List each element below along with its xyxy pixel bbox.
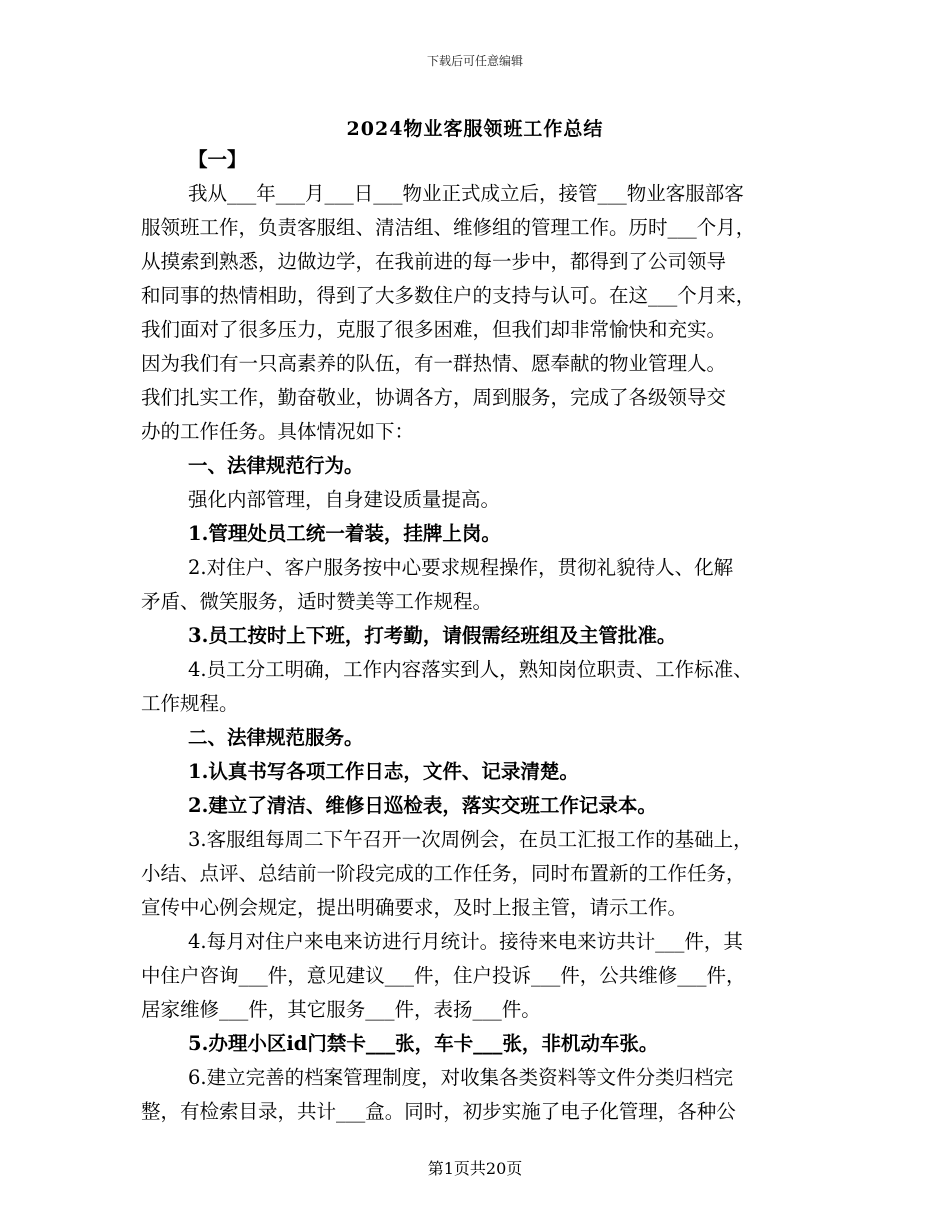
paragraph-line: 2.对住户、客户服务按中心要求规程操作，贯彻礼貌待人、化解 <box>188 556 734 579</box>
header-note: 下载后可任意编辑 <box>426 54 523 68</box>
paragraph-line: 我们面对了很多压力，克服了很多困难，但我们却非常愉快和充实。 <box>141 318 727 341</box>
paragraph-line: 3.客服组每周二下午召开一次周例会，在员工汇报工作的基础上， <box>188 828 753 851</box>
paragraph-line: 我们扎实工作，勤奋敬业，协调各方，周到服务，完成了各级领导交 <box>141 386 727 409</box>
paragraph-line: 宣传中心例会规定，提出明确要求，及时上报主管，请示工作。 <box>141 896 688 919</box>
section-heading: 1.认真书写各项工作日志，文件、记录清楚。 <box>188 760 579 783</box>
paragraph-line: 强化内部管理，自身建设质量提高。 <box>188 488 501 511</box>
paragraph-line: 中住户咨询___件，意见建议___件，住户投诉___件，公共维修___件， <box>141 964 746 987</box>
paragraph-line: 服领班工作，负责客服组、清洁组、维修组的管理工作。历时___个月， <box>141 216 756 239</box>
paragraph-line: 矛盾、微笑服务，适时赞美等工作规程。 <box>141 590 493 613</box>
paragraph-line: 6.建立完善的档案管理制度，对收集各类资料等文件分类归档完 <box>188 1066 734 1089</box>
paragraph-line: 整，有检索目录，共计___盒。同时，初步实施了电子化管理，各种公 <box>141 1100 736 1123</box>
paragraph-line: 和同事的热情相助，得到了大多数住户的支持与认可。在这___个月来， <box>141 284 756 307</box>
section-heading: 5.办理小区id门禁卡___张，车卡___张，非机动车张。 <box>188 1032 659 1055</box>
paragraph-line: 4.员工分工明确，工作内容落实到人，熟知岗位职责、工作标准、 <box>188 658 753 681</box>
paragraph-line: 因为我们有一只高素养的队伍，有一群热情、愿奉献的物业管理人。 <box>141 352 727 375</box>
section-marker: 【一】 <box>188 148 247 171</box>
paragraph-line: 工作规程。 <box>141 692 239 715</box>
paragraph-line: 办的工作任务。具体情况如下： <box>141 420 415 443</box>
paragraph-line: 从摸索到熟悉，边做边学，在我前进的每一步中，都得到了公司领导 <box>141 250 727 273</box>
section-heading: 2.建立了清洁、维修日巡检表，落实交班工作记录本。 <box>188 794 657 817</box>
paragraph-line: 小结、点评、总结前一阶段完成的工作任务，同时布置新的工作任务， <box>141 862 746 885</box>
document-body <box>141 143 816 1129</box>
page-footer: 第1页共20页 <box>427 1159 523 1178</box>
paragraph-line: 居家维修___件，其它服务___件，表扬___件。 <box>141 998 541 1021</box>
section-heading: 1.管理处员工统一着装，挂牌上岗。 <box>188 522 501 545</box>
section-heading: 一、法律规范行为。 <box>188 454 364 477</box>
paragraph-line: 4.每月对住户来电来访进行月统计。接待来电来访共计___件，其 <box>188 930 743 953</box>
paragraph-line: 我从___年___月___日___物业正式成立后，接管___物业客服部客 <box>188 182 744 205</box>
section-heading: 3.员工按时上下班，打考勤，请假需经班组及主管批准。 <box>188 624 677 647</box>
section-heading: 二、法律规范服务。 <box>188 726 364 749</box>
document-title: 2024物业客服领班工作总结 <box>346 118 604 140</box>
